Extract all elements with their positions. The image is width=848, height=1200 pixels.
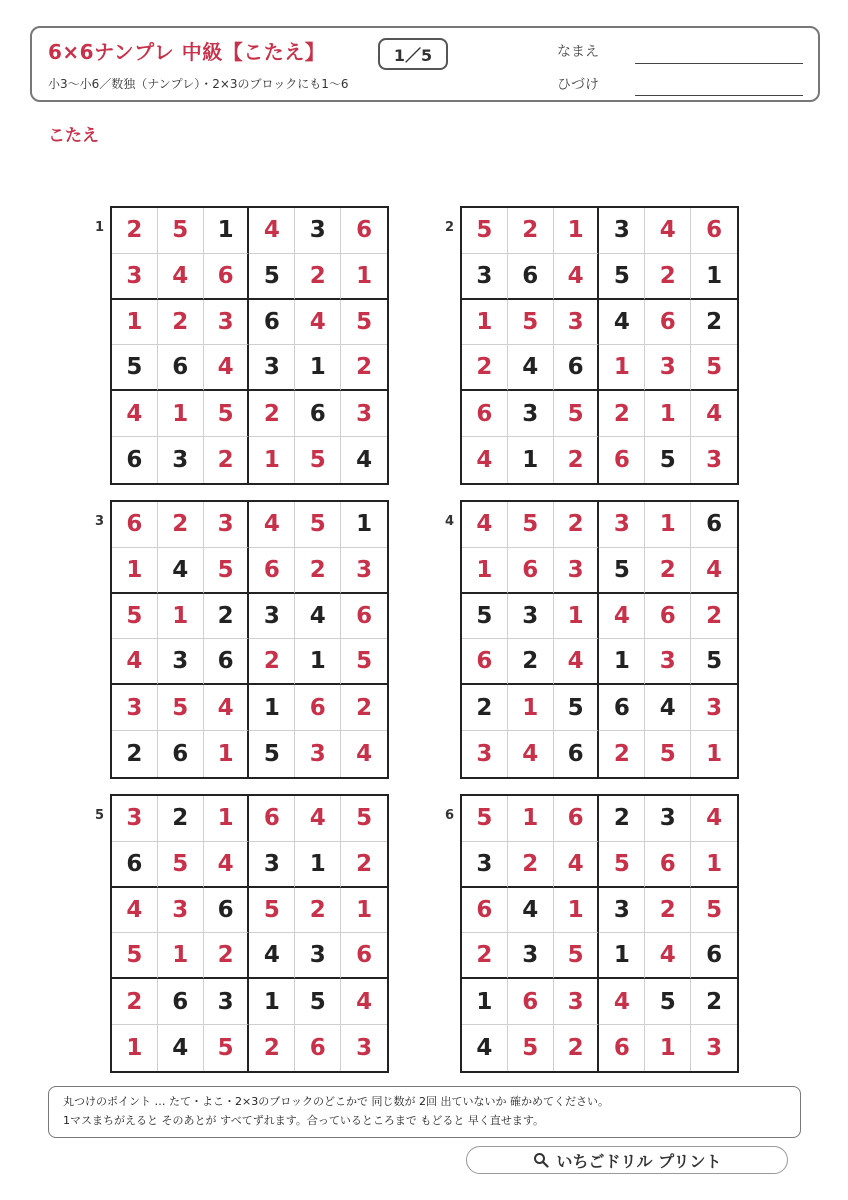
answer-cell: 2 bbox=[341, 685, 387, 731]
answer-cell: 1 bbox=[341, 254, 387, 300]
given-cell: 2 bbox=[508, 639, 554, 685]
answer-cell: 5 bbox=[691, 888, 737, 934]
given-cell: 5 bbox=[691, 639, 737, 685]
answer-cell: 3 bbox=[554, 979, 600, 1025]
answer-cell: 1 bbox=[645, 391, 691, 437]
given-cell: 5 bbox=[249, 254, 295, 300]
given-cell: 6 bbox=[691, 502, 737, 548]
answer-cell: 4 bbox=[599, 979, 645, 1025]
answer-cell: 1 bbox=[462, 300, 508, 346]
page-title: 6×6ナンプレ 中級【こたえ】 bbox=[48, 40, 326, 64]
answer-cell: 4 bbox=[112, 639, 158, 685]
given-cell: 6 bbox=[112, 437, 158, 483]
answer-cell: 2 bbox=[554, 1025, 600, 1071]
given-cell: 6 bbox=[112, 842, 158, 888]
given-cell: 6 bbox=[158, 345, 204, 391]
answer-cell: 2 bbox=[341, 345, 387, 391]
answer-cell: 1 bbox=[599, 345, 645, 391]
brand-label: いちごドリル プリント bbox=[556, 1151, 722, 1171]
given-cell: 5 bbox=[112, 345, 158, 391]
answer-cell: 6 bbox=[295, 1025, 341, 1071]
answer-cell: 4 bbox=[204, 345, 250, 391]
puzzle-number: 4 bbox=[444, 514, 454, 529]
answer-cell: 4 bbox=[462, 502, 508, 548]
answer-cell: 5 bbox=[341, 639, 387, 685]
given-cell: 6 bbox=[508, 254, 554, 300]
puzzle-number: 6 bbox=[444, 808, 454, 823]
answer-cell: 2 bbox=[112, 979, 158, 1025]
sudoku-grid bbox=[110, 206, 389, 485]
brand-search-box[interactable] bbox=[466, 1146, 788, 1174]
answer-cell: 2 bbox=[112, 208, 158, 254]
given-cell: 4 bbox=[599, 300, 645, 346]
answer-cell: 5 bbox=[295, 437, 341, 483]
given-cell: 3 bbox=[158, 639, 204, 685]
given-cell: 2 bbox=[691, 979, 737, 1025]
answer-cell: 4 bbox=[249, 502, 295, 548]
answer-cell: 6 bbox=[599, 1025, 645, 1071]
answer-cell: 5 bbox=[645, 731, 691, 777]
given-cell: 3 bbox=[508, 391, 554, 437]
given-cell: 2 bbox=[599, 796, 645, 842]
answer-cell: 4 bbox=[554, 639, 600, 685]
sudoku-grid bbox=[110, 794, 389, 1073]
answer-cell: 4 bbox=[645, 933, 691, 979]
given-cell: 3 bbox=[508, 933, 554, 979]
answer-cell: 4 bbox=[158, 254, 204, 300]
given-cell: 1 bbox=[295, 842, 341, 888]
answer-cell: 1 bbox=[508, 796, 554, 842]
answer-cell: 5 bbox=[462, 208, 508, 254]
given-cell: 1 bbox=[295, 639, 341, 685]
answer-cell: 6 bbox=[295, 685, 341, 731]
answer-cell: 2 bbox=[249, 639, 295, 685]
sudoku-grid bbox=[110, 500, 389, 779]
answer-cell: 4 bbox=[356, 741, 373, 768]
answer-cell: 4 bbox=[112, 888, 158, 934]
puzzle-number: 2 bbox=[444, 220, 454, 235]
answer-cell: 5 bbox=[158, 208, 204, 254]
answer-cell: 4 bbox=[599, 594, 645, 640]
answer-cell: 5 bbox=[554, 933, 600, 979]
answer-cell: 4 bbox=[554, 254, 600, 300]
answer-cell: 3 bbox=[554, 300, 600, 346]
answer-cell: 2 bbox=[158, 502, 204, 548]
answer-cell: 4 bbox=[295, 300, 341, 346]
given-cell: 4 bbox=[462, 1025, 508, 1071]
given-cell: 5 bbox=[645, 979, 691, 1025]
given-cell: 4 bbox=[158, 1025, 204, 1071]
puzzle-number: 3 bbox=[94, 514, 104, 529]
answer-cell: 4 bbox=[508, 731, 554, 777]
answer-cell: 2 bbox=[554, 502, 600, 548]
header-box bbox=[30, 26, 820, 102]
given-cell: 4 bbox=[508, 345, 554, 391]
answer-cell: 6 bbox=[341, 594, 387, 640]
answer-cell: 2 bbox=[508, 208, 554, 254]
answer-cell: 1 bbox=[204, 796, 250, 842]
answer-cell: 2 bbox=[599, 391, 645, 437]
answer-cell: 4 bbox=[341, 979, 387, 1025]
given-cell: 6 bbox=[204, 888, 250, 934]
given-cell: 2 bbox=[462, 685, 508, 731]
answer-cell: 4 bbox=[204, 842, 250, 888]
answer-cell: 4 bbox=[691, 391, 737, 437]
given-cell: 1 bbox=[508, 437, 554, 483]
answer-cell: 5 bbox=[112, 933, 158, 979]
given-cell: 4 bbox=[158, 548, 204, 594]
given-cell: 1 bbox=[599, 933, 645, 979]
answer-cell: 1 bbox=[341, 888, 387, 934]
answer-cell: 4 bbox=[204, 685, 250, 731]
answer-cell: 5 bbox=[554, 391, 600, 437]
answer-cell: 3 bbox=[295, 731, 341, 777]
given-cell: 4 bbox=[295, 594, 341, 640]
answer-cell: 1 bbox=[158, 391, 204, 437]
given-cell: 5 bbox=[645, 437, 691, 483]
given-cell: 6 bbox=[204, 639, 250, 685]
answer-cell: 3 bbox=[599, 502, 645, 548]
given-cell: 5 bbox=[462, 594, 508, 640]
answer-cell: 2 bbox=[249, 1025, 295, 1071]
answer-cell: 6 bbox=[249, 796, 295, 842]
answer-cell: 1 bbox=[645, 1025, 691, 1071]
answer-cell: 5 bbox=[158, 685, 204, 731]
answer-cell: 6 bbox=[599, 437, 645, 483]
answer-cell: 3 bbox=[112, 685, 158, 731]
answer-cell: 3 bbox=[158, 888, 204, 934]
answer-cell: 2 bbox=[645, 888, 691, 934]
given-cell: 2 bbox=[112, 731, 158, 777]
answer-cell: 6 bbox=[691, 208, 737, 254]
given-cell: 2 bbox=[204, 594, 250, 640]
answer-cell: 1 bbox=[249, 437, 295, 483]
answer-cell: 3 bbox=[341, 548, 387, 594]
answer-cell: 5 bbox=[508, 300, 554, 346]
answer-cell: 1 bbox=[112, 548, 158, 594]
answer-cell: 1 bbox=[554, 208, 600, 254]
given-cell: 3 bbox=[462, 842, 508, 888]
sudoku-grid bbox=[460, 206, 739, 485]
given-cell: 3 bbox=[204, 979, 250, 1025]
answer-cell: 4 bbox=[645, 208, 691, 254]
answer-cell: 4 bbox=[112, 391, 158, 437]
given-cell: 3 bbox=[599, 888, 645, 934]
answer-cell: 2 bbox=[691, 594, 737, 640]
answer-cell: 2 bbox=[462, 933, 508, 979]
answer-cell: 4 bbox=[691, 548, 737, 594]
given-cell: 3 bbox=[645, 796, 691, 842]
given-cell: 3 bbox=[158, 437, 204, 483]
given-cell: 1 bbox=[691, 254, 737, 300]
answer-cell: 5 bbox=[341, 300, 387, 346]
given-cell: 1 bbox=[204, 208, 250, 254]
answer-cell: 3 bbox=[706, 447, 723, 474]
answer-cell: 2 bbox=[295, 548, 341, 594]
answer-cell: 3 bbox=[204, 300, 250, 346]
answer-cell: 3 bbox=[554, 548, 600, 594]
answer-cell: 6 bbox=[341, 208, 387, 254]
answer-cell: 5 bbox=[158, 842, 204, 888]
answer-cell: 6 bbox=[508, 979, 554, 1025]
answer-cell: 6 bbox=[645, 594, 691, 640]
given-cell: 1 bbox=[462, 979, 508, 1025]
given-cell: 5 bbox=[554, 685, 600, 731]
given-cell: 6 bbox=[249, 300, 295, 346]
given-cell: 3 bbox=[249, 594, 295, 640]
answer-cell: 5 bbox=[341, 796, 387, 842]
answer-cell: 2 bbox=[295, 254, 341, 300]
answer-cell: 6 bbox=[112, 502, 158, 548]
answer-cell: 2 bbox=[645, 254, 691, 300]
answer-cell: 5 bbox=[249, 888, 295, 934]
given-cell: 3 bbox=[295, 208, 341, 254]
given-cell: 6 bbox=[599, 685, 645, 731]
answer-cell: 4 bbox=[462, 437, 508, 483]
given-cell: 4 bbox=[645, 685, 691, 731]
given-cell: 1 bbox=[249, 685, 295, 731]
answer-cell: 2 bbox=[341, 842, 387, 888]
grading-tip-box bbox=[48, 1086, 801, 1138]
answer-cell: 3 bbox=[706, 1035, 723, 1062]
sudoku-grid bbox=[460, 500, 739, 779]
given-cell: 6 bbox=[158, 979, 204, 1025]
answer-label: こたえ bbox=[48, 126, 99, 146]
answer-cell: 5 bbox=[508, 1025, 554, 1071]
answer-cell: 3 bbox=[341, 391, 387, 437]
given-cell: 1 bbox=[249, 979, 295, 1025]
puzzle-number: 5 bbox=[94, 808, 104, 823]
answer-cell: 4 bbox=[249, 208, 295, 254]
sudoku-grid bbox=[460, 794, 739, 1073]
tip-line-2: 1マスまちがえると そのあとが すべてずれます。合っているところまで もどると 早く直せます。 bbox=[63, 1114, 545, 1127]
given-cell: 6 bbox=[158, 731, 204, 777]
answer-cell: 2 bbox=[295, 888, 341, 934]
answer-cell: 1 bbox=[158, 594, 204, 640]
name-label: なまえ bbox=[557, 44, 599, 60]
given-cell: 5 bbox=[249, 731, 295, 777]
date-line bbox=[635, 95, 803, 96]
answer-cell: 4 bbox=[295, 796, 341, 842]
answer-cell: 4 bbox=[554, 842, 600, 888]
given-cell: 6 bbox=[554, 731, 600, 777]
name-line bbox=[635, 63, 803, 64]
answer-cell: 3 bbox=[645, 345, 691, 391]
given-cell: 4 bbox=[356, 447, 373, 474]
answer-cell: 2 bbox=[554, 437, 600, 483]
answer-cell: 5 bbox=[599, 842, 645, 888]
answer-cell: 2 bbox=[204, 437, 250, 483]
given-cell: 3 bbox=[508, 594, 554, 640]
answer-cell: 2 bbox=[645, 548, 691, 594]
answer-cell: 6 bbox=[204, 254, 250, 300]
answer-cell: 6 bbox=[249, 548, 295, 594]
answer-cell: 6 bbox=[462, 391, 508, 437]
answer-cell: 6 bbox=[341, 933, 387, 979]
answer-cell: 3 bbox=[112, 254, 158, 300]
answer-cell: 5 bbox=[204, 391, 250, 437]
given-cell: 3 bbox=[249, 842, 295, 888]
given-cell: 5 bbox=[599, 254, 645, 300]
answer-cell: 1 bbox=[554, 888, 600, 934]
tip-line-1: 丸つけのポイント … たて・よこ・2×3のブロックのどこかで 同じ数が 2回 出ていないか 確かめてください。 bbox=[63, 1095, 609, 1108]
answer-cell: 6 bbox=[462, 888, 508, 934]
answer-cell: 6 bbox=[462, 639, 508, 685]
answer-cell: 2 bbox=[508, 842, 554, 888]
given-cell: 1 bbox=[341, 502, 387, 548]
answer-cell: 1 bbox=[112, 300, 158, 346]
given-cell: 6 bbox=[554, 345, 600, 391]
given-cell: 6 bbox=[295, 391, 341, 437]
answer-cell: 5 bbox=[508, 502, 554, 548]
answer-cell: 1 bbox=[691, 842, 737, 888]
answer-cell: 1 bbox=[554, 594, 600, 640]
answer-cell: 2 bbox=[462, 345, 508, 391]
answer-cell: 4 bbox=[691, 796, 737, 842]
answer-cell: 5 bbox=[462, 796, 508, 842]
answer-cell: 1 bbox=[645, 502, 691, 548]
answer-cell: 3 bbox=[112, 796, 158, 842]
answer-cell: 1 bbox=[462, 548, 508, 594]
answer-cell: 1 bbox=[706, 741, 723, 768]
given-cell: 4 bbox=[249, 933, 295, 979]
answer-cell: 6 bbox=[645, 300, 691, 346]
answer-cell: 5 bbox=[295, 502, 341, 548]
answer-cell: 6 bbox=[508, 548, 554, 594]
answer-cell: 1 bbox=[204, 731, 250, 777]
given-cell: 4 bbox=[508, 888, 554, 934]
answer-cell: 1 bbox=[158, 933, 204, 979]
answer-cell: 5 bbox=[691, 345, 737, 391]
answer-cell: 3 bbox=[356, 1035, 373, 1062]
answer-cell: 3 bbox=[462, 731, 508, 777]
puzzle-number: 1 bbox=[94, 220, 104, 235]
answer-cell: 2 bbox=[249, 391, 295, 437]
given-cell: 3 bbox=[462, 254, 508, 300]
answer-cell: 3 bbox=[645, 639, 691, 685]
answer-cell: 6 bbox=[554, 796, 600, 842]
answer-cell: 5 bbox=[204, 1025, 250, 1071]
given-cell: 3 bbox=[599, 208, 645, 254]
given-cell: 2 bbox=[158, 796, 204, 842]
answer-cell: 2 bbox=[158, 300, 204, 346]
given-cell: 3 bbox=[295, 933, 341, 979]
given-cell: 3 bbox=[249, 345, 295, 391]
given-cell: 1 bbox=[599, 639, 645, 685]
answer-cell: 3 bbox=[691, 685, 737, 731]
given-cell: 6 bbox=[691, 933, 737, 979]
search-icon bbox=[533, 1152, 549, 1168]
given-cell: 1 bbox=[295, 345, 341, 391]
answer-cell: 2 bbox=[599, 731, 645, 777]
date-label: ひづけ bbox=[557, 77, 599, 93]
given-cell: 5 bbox=[599, 548, 645, 594]
answer-cell: 1 bbox=[508, 685, 554, 731]
subtitle: 小3〜小6／数独（ナンプレ）・2×3のブロックにも1〜6 bbox=[48, 77, 349, 91]
given-cell: 5 bbox=[295, 979, 341, 1025]
given-cell: 2 bbox=[691, 300, 737, 346]
answer-cell: 1 bbox=[112, 1025, 158, 1071]
answer-cell: 5 bbox=[112, 594, 158, 640]
page-number-badge: 1／5 bbox=[378, 38, 448, 70]
answer-cell: 6 bbox=[645, 842, 691, 888]
answer-cell: 2 bbox=[204, 933, 250, 979]
answer-cell: 3 bbox=[204, 502, 250, 548]
answer-cell: 5 bbox=[204, 548, 250, 594]
